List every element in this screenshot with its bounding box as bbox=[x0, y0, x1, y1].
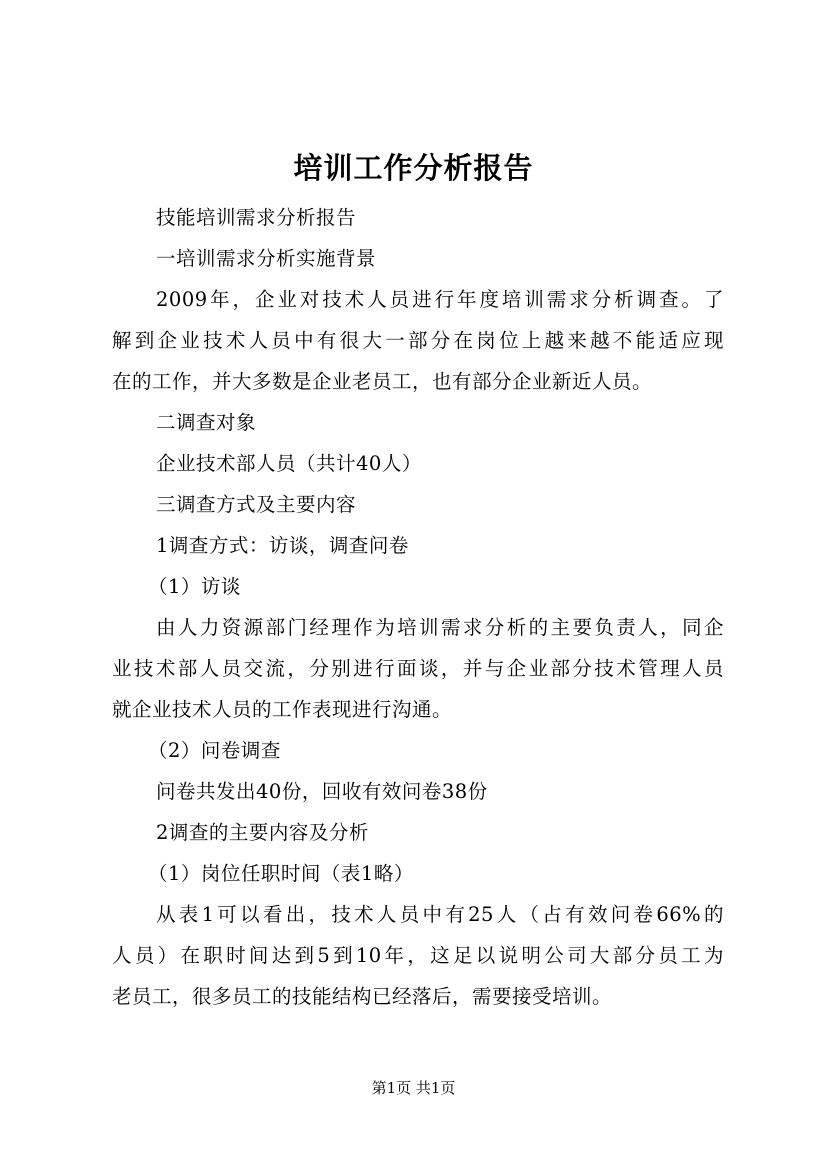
paragraph-line: 在的工作，并大多数是企业老员工，也有部分企业新近人员。 bbox=[112, 370, 653, 393]
paragraph-line: 业技术部人员交流，分别进行面谈，并与企业部分技术管理人员 bbox=[112, 657, 724, 680]
paragraph-line: 人员）在职时间达到5到10年，这足以说明公司大部分员工为 bbox=[112, 944, 724, 967]
paragraph-line: 2009年，企业对技术人员进行年度培训需求分析调查。了 bbox=[156, 288, 724, 311]
item-heading-tenure: （1）岗位任职时间（表1略） bbox=[148, 862, 414, 885]
paragraph-line: 企业技术部人员（共计40人） bbox=[156, 452, 422, 475]
subtitle-line: 技能培训需求分析报告 bbox=[156, 206, 357, 229]
section-heading-method: 三调查方式及主要内容 bbox=[156, 493, 357, 516]
section-heading-subjects: 二调查对象 bbox=[156, 411, 257, 434]
subsection-heading: 1调查方式：访谈，调查问卷 bbox=[156, 534, 409, 557]
paragraph-line: 老员工，很多员工的技能结构已经落后，需要接受培训。 bbox=[112, 985, 613, 1008]
paragraph-line: 由人力资源部门经理作为培训需求分析的主要负责人，同企 bbox=[156, 616, 724, 639]
item-heading-interview: （1）访谈 bbox=[148, 575, 241, 598]
paragraph-line: 从表1可以看出，技术人员中有25人（占有效问卷66%的 bbox=[156, 903, 724, 926]
paragraph-line: 解到企业技术人员中有很大一部分在岗位上越来越不能适应现 bbox=[112, 329, 724, 352]
document-body bbox=[112, 197, 728, 1017]
paragraph-line: 问卷共发出40份，回收有效问卷38份 bbox=[156, 780, 488, 803]
subsection-heading: 2调查的主要内容及分析 bbox=[156, 821, 369, 844]
section-heading-background: 一培训需求分析实施背景 bbox=[156, 247, 377, 270]
item-heading-questionnaire: （2）问卷调查 bbox=[148, 739, 281, 762]
page-footer: 第1页 共1页 bbox=[371, 1079, 456, 1097]
paragraph-line: 就企业技术人员的工作表现进行沟通。 bbox=[112, 698, 453, 721]
document-title: 培训工作分析报告 bbox=[293, 151, 534, 185]
